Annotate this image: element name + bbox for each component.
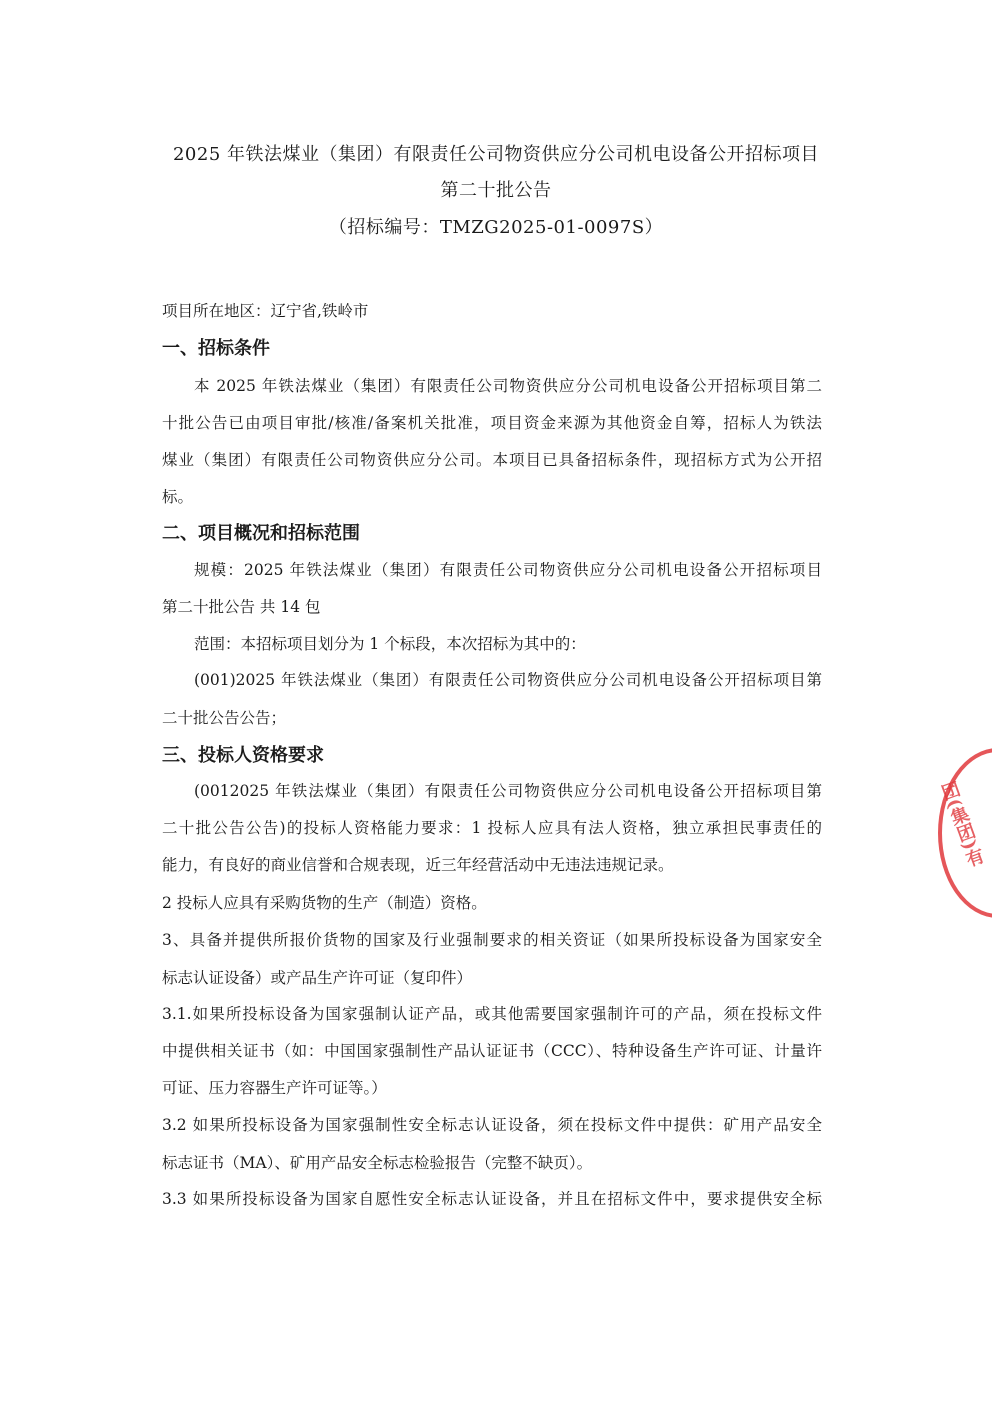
section-2-paragraph: 范围：本招标项目划分为 1 个标段，本次招标为其中的： [194,635,586,653]
section-3-paragraph: 3.2 如果所投标设备为国家强制性安全标志认证设备，须在投标文件中提供：矿用产品安全 [162,1116,822,1134]
section-1-paragraph: 十批公告已由项目审批/核准/备案机关批准，项目资金来源为其他资金自筹，招标人为铁法 [162,414,822,432]
section-2-paragraph: (001)2025 年铁法煤业（集团）有限责任公司物资供应分公司机电设备公开招标项目第 [194,671,822,689]
section-3-paragraph: 3.1.如果所投标设备为国家强制认证产品，或其他需要国家强制许可的产品，须在投标文件 [162,1005,822,1023]
section-3-paragraph: 3、具备并提供所报价货物的国家及行业强制要求的相关资证（如果所投标设备为国家安全 [162,931,822,949]
section-1-paragraph: 煤业（集团）有限责任公司物资供应分公司。本项目已具备招标条件，现招标方式为公开招 [162,451,822,469]
section-3-paragraph: 能力，有良好的商业信誉和合规表现，近三年经营活动中无违法违规记录。 [162,856,674,874]
seal-text: 团(集团)有 [936,778,987,870]
section-3-paragraph: 可证、压力容器生产许可证等。） [162,1079,387,1097]
section-2-heading: 二、项目概况和招标范围 [162,523,360,544]
title-line-1: 2025 年铁法煤业（集团）有限责任公司物资供应分公司机电设备公开招标项目 [172,144,820,165]
title-line-2: 第二十批公告 [440,180,552,201]
section-3-paragraph: (0012025 年铁法煤业（集团）有限责任公司物资供应分公司机电设备公开招标项目第 [194,782,822,800]
section-3-paragraph: 标志认证设备）或产品生产许可证（复印件） [162,969,473,987]
section-2-paragraph: 第二十批公告 共 14 包 [162,598,321,616]
section-2-paragraph: 二十批公告公告； [162,709,287,727]
section-1-heading: 一、招标条件 [162,338,270,359]
tender-number: （招标编号：TMZG2025-01-0097S） [328,217,664,238]
section-3-paragraph: 二十批公告公告)的投标人资格能力要求：1 投标人应具有法人资格，独立承担民事责任的 [162,819,822,837]
section-3-paragraph: 3.3 如果所投标设备为国家自愿性安全标志认证设备，并且在招标文件中，要求提供安全标 [162,1190,822,1208]
project-location: 项目所在地区：辽宁省,铁岭市 [162,302,369,320]
section-1-paragraph: 本 2025 年铁法煤业（集团）有限责任公司物资供应分公司机电设备公开招标项目第二 [194,377,822,395]
section-3-paragraph: 2 投标人应具有采购货物的生产（制造）资格。 [162,894,487,912]
section-3-heading: 三、投标人资格要求 [162,745,324,766]
section-1-paragraph: 标。 [162,488,194,506]
section-3-paragraph: 中提供相关证书（如：中国国家强制性产品认证证书（CCC）、特种设备生产许可证、计量许 [162,1042,822,1060]
section-2-paragraph: 规模：2025 年铁法煤业（集团）有限责任公司物资供应分公司机电设备公开招标项目 [194,561,822,579]
section-3-paragraph: 标志证书（MA）、矿用产品安全标志检验报告（完整不缺页）。 [162,1154,593,1172]
